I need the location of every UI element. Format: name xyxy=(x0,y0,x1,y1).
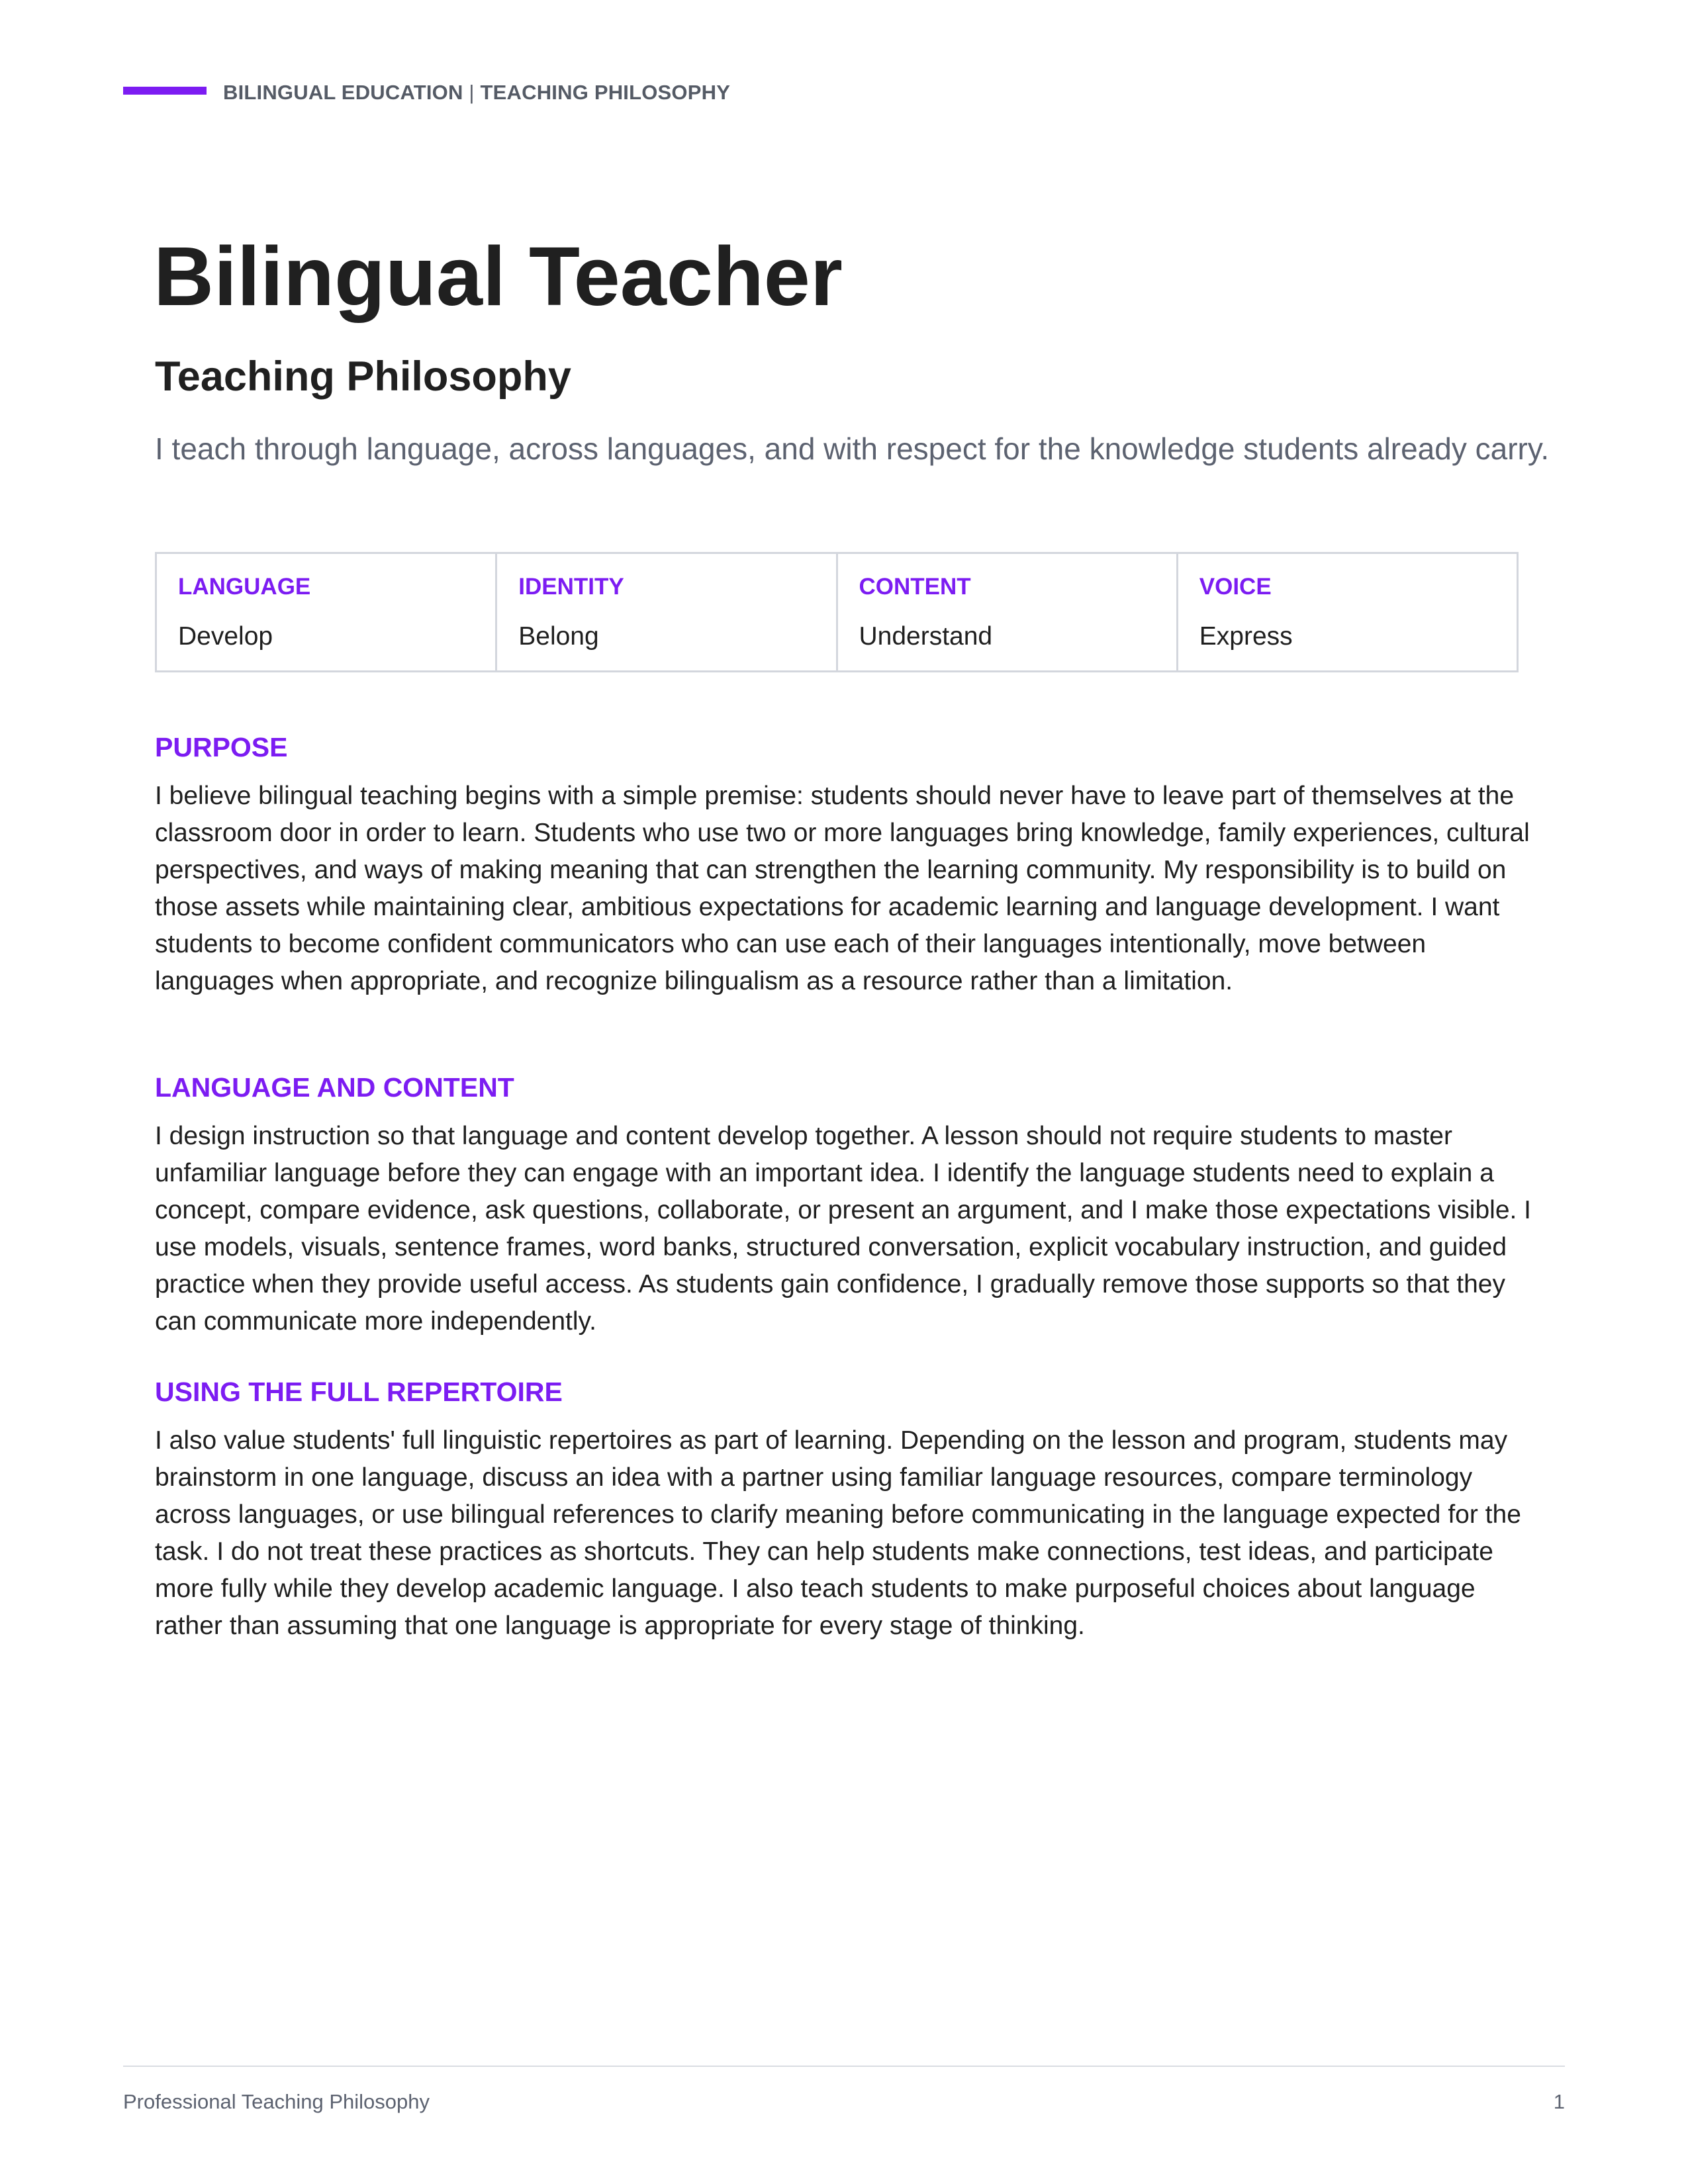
section-body-purpose: I believe bilingual teaching begins with a simple premise: students should never have to leave part of themselves at the classroom door in order to learn. Students who use two or more languages bring knowledge, family experiences, cultural perspectives, and ways of making meaning that can strengthen the learning community. My responsibility is to build on those assets while maintaining clear, ambitious expectations for academic learning and language development. I want students to become confident communicators who can use each of their languages intentionally, move between languages when appropriate, and recognize bilingualism as a resource rather than a limitation. xyxy=(155,782,1530,995)
pillar-content xyxy=(838,554,1178,670)
pillar-value: Belong xyxy=(518,622,599,651)
header-accent-bar xyxy=(123,87,207,95)
page-number: 1 xyxy=(1553,2090,1565,2113)
document-header xyxy=(223,81,730,105)
section-heading-purpose: PURPOSE xyxy=(155,732,288,762)
section-heading-language-and-content: LANGUAGE AND CONTENT xyxy=(155,1072,514,1103)
pillar-label: CONTENT xyxy=(859,574,971,600)
header-topic: TEACHING PHILOSOPHY xyxy=(480,81,731,104)
tagline: I teach through language, across languages, and with respect for the knowledge students already carry. xyxy=(155,432,1550,466)
pillar-voice xyxy=(1178,554,1517,670)
pillar-value: Understand xyxy=(859,622,993,651)
pillar-label: VOICE xyxy=(1199,574,1272,600)
pillars-table xyxy=(155,552,1519,672)
pillar-value: Develop xyxy=(178,622,273,651)
page-subtitle: Teaching Philosophy xyxy=(155,353,571,400)
footer-title: Professional Teaching Philosophy xyxy=(123,2090,430,2113)
footer-divider xyxy=(123,2066,1565,2067)
header-separator: | xyxy=(469,81,475,104)
pillar-identity xyxy=(497,554,837,670)
page-title: Bilingual Teacher xyxy=(154,230,843,323)
section-body-full-repertoire: I also value students' full linguistic repertoires as part of learning. Depending on the lesson and program, students may brainstorm in one language, discuss an idea with a partner using familiar language resources, compare terminology across languages, or use bilingual references to clarify meaning before communicating in the language expected for the task. I do not treat these practices as shortcuts. They can help students make connections, test ideas, and participate more fully while they develop academic language. I also teach students to make purposeful choices about language rather than assuming that one language is appropriate for every stage of thinking. xyxy=(155,1426,1521,1640)
pillar-language xyxy=(157,554,497,670)
pillar-label: IDENTITY xyxy=(518,574,624,600)
section-body-language-and-content: I design instruction so that language and content develop together. A lesson should not require students to master unfamiliar language before they can engage with an important idea. I identify the language students need to explain a concept, compare evidence, ask questions, collaborate, or present an argument, and I make those expectations visible. I use models, visuals, sentence frames, word banks, structured conversation, explicit vocabulary instruction, and guided practice when they provide useful access. As students gain confidence, I gradually remove those supports so that they can communicate more independently. xyxy=(155,1122,1532,1336)
header-category: BILINGUAL EDUCATION xyxy=(223,81,463,104)
pillar-label: LANGUAGE xyxy=(178,574,311,600)
pillar-value: Express xyxy=(1199,622,1293,651)
section-heading-full-repertoire: USING THE FULL REPERTOIRE xyxy=(155,1377,563,1407)
